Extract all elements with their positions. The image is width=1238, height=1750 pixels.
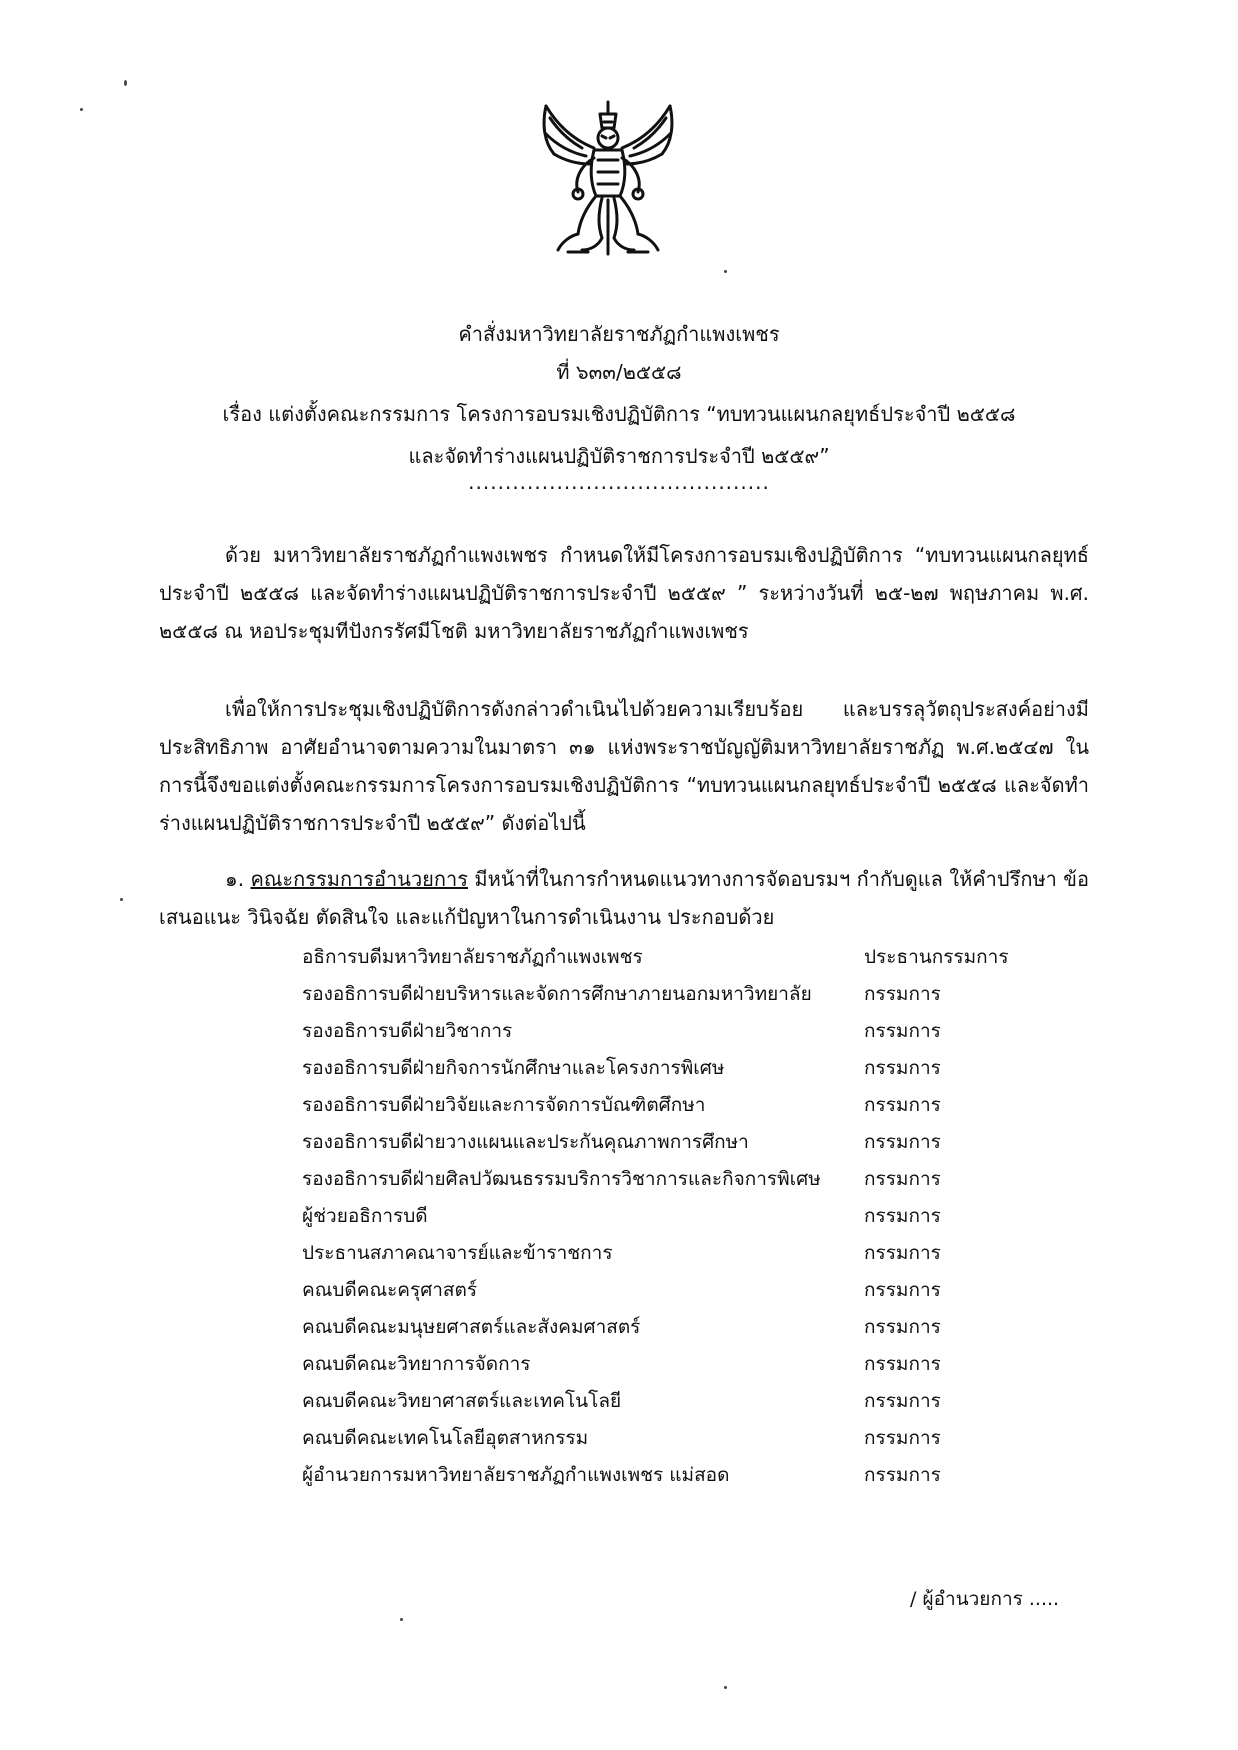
committee-member-role: กรรมการ [864, 1389, 941, 1412]
scan-speck [400, 1618, 403, 1621]
order-subject-line1: เรื่อง แต่งตั้งคณะกรรมการ โครงการอบรมเชิงปฏิบัติการ “ทบทวนแผนกลยุทธ์ประจำปี ๒๕๕๘ [222, 402, 1016, 426]
section1-number: ๑. [225, 867, 245, 891]
committee-member-title: ผู้ช่วยอธิการบดี [302, 1204, 428, 1227]
intro-paragraph [159, 536, 1089, 650]
committee-member-title: รองอธิการบดีฝ่ายวางแผนและประกันคุณภาพการศึกษา [302, 1130, 749, 1153]
committee-member-title: คณบดีคณะวิทยาการจัดการ [302, 1352, 531, 1375]
committee-member-title: รองอธิการบดีฝ่ายวิชาการ [302, 1019, 513, 1042]
committee-member-title: คณบดีคณะครุศาสตร์ [302, 1278, 478, 1301]
committee-member-title: ผู้อำนวยการมหาวิทยาลัยราชภัฏกำแพงเพชร แม่สอด [302, 1463, 730, 1486]
scan-speck [724, 270, 727, 273]
committee-row [302, 975, 1082, 1012]
scan-speck [120, 898, 123, 901]
committee-member-title: คณบดีคณะเทคโนโลยีอุตสาหกรรม [302, 1426, 589, 1449]
committee-member-role: กรรมการ [864, 1019, 941, 1042]
committee-row [302, 1123, 1082, 1160]
order-number: ที่ ๖๓๓/๒๕๕๘ [556, 360, 682, 384]
intro-paragraph-text: ด้วย มหาวิทยาลัยราชภัฏกำแพงเพชร กำหนดให้มีโครงการอบรมเชิงปฏิบัติการ “ทบทวนแผนกลยุทธ์ประจำปี ๒๕๕๘ และจัดทำร่างแผนปฏิบัติราชการประจำปี ๒๕๕๙ ” ระหว่างวันที่ ๒๕-๒๗ พฤษภาคม พ.ศ. ๒๕๕๘ ณ หอประชุมทีปังกรรัศมีโชติ มหาวิทยาลัยราชภัฏกำแพงเพชร [159, 543, 1089, 643]
committee-member-title: อธิการบดีมหาวิทยาลัยราชภัฏกำแพงเพชร [302, 945, 643, 968]
committee-member-role: กรรมการ [864, 1426, 941, 1449]
garuda-emblem-icon [528, 96, 688, 260]
committee-member-role: กรรมการ [864, 1093, 941, 1116]
committee-list [302, 938, 1082, 1493]
committee-member-title: ประธานสภาคณาจารย์และข้าราชการ [302, 1241, 613, 1264]
committee-member-role: กรรมการ [864, 1167, 941, 1190]
committee-member-title: รองอธิการบดีฝ่ายบริหารและจัดการศึกษาภายนอกมหาวิทยาลัย [302, 982, 812, 1005]
authority-paragraph [159, 690, 1089, 842]
section1-paragraph [159, 860, 1089, 936]
section1-text: มีหน้าที่ในการกำหนดแนวทางการจัดอบรมฯ กำกับดูแล ให้คำปรึกษา ข้อเสนอแนะ วินิจฉัย ตัดสินใจ และแก้ปัญหาในการดำเนินงาน ประกอบด้วย [159, 867, 1089, 929]
committee-member-title: รองอธิการบดีฝ่ายศิลปวัฒนธรรมบริการวิชาการและกิจการพิเศษ [302, 1167, 821, 1190]
committee-row [302, 1271, 1082, 1308]
committee-row [302, 1197, 1082, 1234]
scan-speck [124, 80, 127, 86]
committee-row [302, 1086, 1082, 1123]
committee-member-title: รองอธิการบดีฝ่ายกิจการนักศึกษาและโครงการพิเศษ [302, 1056, 725, 1079]
section1-heading: คณะกรรมการอำนวยการ [250, 867, 468, 891]
committee-member-role: กรรมการ [864, 1352, 941, 1375]
committee-member-role: กรรมการ [864, 1204, 941, 1227]
committee-member-role: ประธานกรรมการ [864, 945, 1009, 968]
committee-member-role: กรรมการ [864, 1315, 941, 1338]
scan-speck [80, 108, 83, 111]
committee-row [302, 1012, 1082, 1049]
committee-row [302, 1160, 1082, 1197]
committee-member-title: คณบดีคณะวิทยาศาสตร์และเทคโนโลยี [302, 1389, 622, 1412]
committee-member-role: กรรมการ [864, 982, 941, 1005]
continuation-note: / ผู้อำนวยการ ..... [910, 1588, 1060, 1610]
title-separator: ......................................... [468, 470, 770, 494]
committee-row [302, 1456, 1082, 1493]
order-title: คำสั่งมหาวิทยาลัยราชภัฏกำแพงเพชร [458, 322, 780, 346]
committee-member-role: กรรมการ [864, 1130, 941, 1153]
committee-member-role: กรรมการ [864, 1278, 941, 1301]
committee-row [302, 1234, 1082, 1271]
authority-paragraph-text: เพื่อให้การประชุมเชิงปฏิบัติการดังกล่าวดำเนินไปด้วยความเรียบร้อย และบรรลุวัตถุประสงค์อย่างมีประสิทธิภาพ อาศัยอำนาจตามความในมาตรา ๓๑ แห่งพระราชบัญญัติมหาวิทยาลัยราชภัฏ พ.ศ.๒๕๔๗ ในการนี้จึงขอแต่งตั้งคณะกรรมการโครงการอบรมเชิงปฏิบัติการ “ทบทวนแผนกลยุทธ์ประจำปี ๒๕๕๘ และจัดทำร่างแผนปฏิบัติราชการประจำปี ๒๕๕๙” ดังต่อไปนี้ [159, 697, 1089, 835]
committee-member-role: กรรมการ [864, 1463, 941, 1486]
committee-member-role: กรรมการ [864, 1056, 941, 1079]
order-subject-line2: และจัดทำร่างแผนปฏิบัติราชการประจำปี ๒๕๕๙” [408, 444, 830, 468]
committee-member-role: กรรมการ [864, 1241, 941, 1264]
committee-row [302, 1308, 1082, 1345]
committee-row [302, 1382, 1082, 1419]
committee-row [302, 938, 1082, 975]
committee-row [302, 1049, 1082, 1086]
committee-row [302, 1419, 1082, 1456]
committee-member-title: คณบดีคณะมนุษยศาสตร์และสังคมศาสตร์ [302, 1315, 641, 1338]
scan-speck [724, 1686, 727, 1689]
committee-member-title: รองอธิการบดีฝ่ายวิจัยและการจัดการบัณฑิตศึกษา [302, 1093, 706, 1116]
committee-row [302, 1345, 1082, 1382]
